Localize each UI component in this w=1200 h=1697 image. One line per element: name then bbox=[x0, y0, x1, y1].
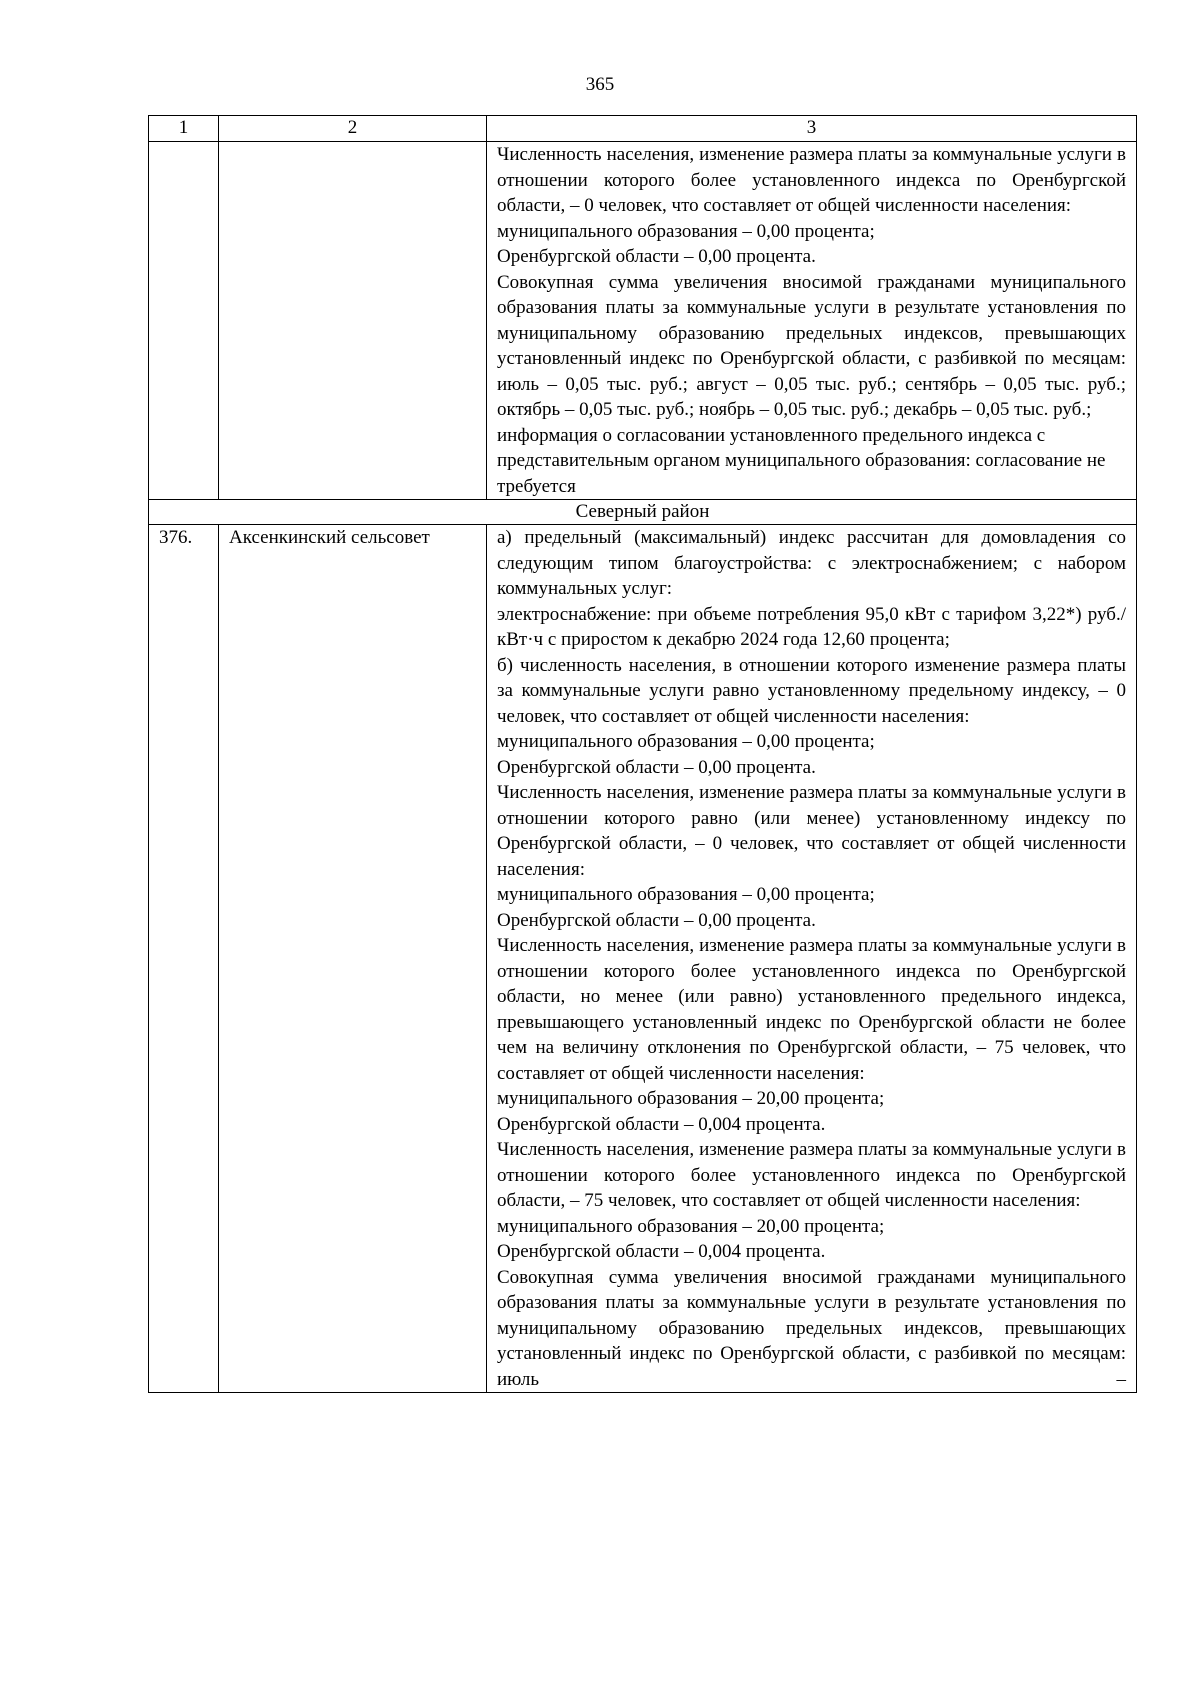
row-description-cell bbox=[487, 142, 1137, 500]
row-number: 376. bbox=[149, 525, 219, 1393]
page-number: 365 bbox=[585, 74, 615, 95]
description-paragraph: муниципального образования – 20,00 процента; bbox=[497, 1215, 885, 1237]
column-header-2: 2 bbox=[219, 116, 487, 142]
description-paragraph: муниципального образования – 0,00 процента; bbox=[497, 884, 875, 905]
description-paragraph: Оренбургской области – 0,004 процента. bbox=[497, 1241, 826, 1262]
description-paragraph: а) предельный (максимальный) индекс рассчитан для домовладения со следующим типом благоустройства: с электроснабжением; с набором коммунальных услуг: bbox=[497, 527, 1126, 599]
description-paragraph: Численность населения, изменение размера платы за коммунальные услуги в отношении которого равно (или менее) установленному индексу по Оренбургской области, – 0 человек, что составляет от общей численности населения: bbox=[497, 782, 1126, 880]
table-row-continued bbox=[149, 142, 1137, 500]
row-number-cell-empty bbox=[149, 142, 219, 500]
table-header-row bbox=[149, 116, 1137, 142]
description-paragraph: Оренбургской области – 0,00 процента. bbox=[497, 909, 816, 931]
region-title: Северный район bbox=[149, 500, 1137, 525]
description-paragraph: Совокупная сумма увеличения вносимой гражданами муниципального образования платы за коммунальные услуги в результате установления по муниципальному образованию предельных индексов, превышающих установленный индекс по Оренбургской области, с разбивкой по месяцам: июль – bbox=[497, 1266, 1126, 1390]
description-paragraph: б) численность населения, в отношении которого изменение размера платы за коммунальные услуги равно установленному предельному индексу, – 0 человек, что составляет от общей численности населения: bbox=[497, 654, 1126, 727]
region-row bbox=[149, 500, 1137, 525]
description-paragraph: Оренбургской области – 0,004 процента. bbox=[497, 1113, 826, 1135]
description-paragraph: муниципального образования – 0,00 процента; bbox=[497, 220, 875, 242]
column-header-1: 1 bbox=[149, 116, 219, 142]
description-paragraph: информация о согласовании установленного предельного индекса с представительным органом муниципального образования: согласование не требуется bbox=[497, 424, 1106, 497]
description-paragraph: Численность населения, изменение размера платы за коммунальные услуги в отношении которого более установленного индекса по Оренбургской области, – 75 человек, что составляет от общей численности населения: bbox=[497, 1139, 1126, 1211]
row-name-cell-empty bbox=[219, 142, 487, 500]
description-paragraph: электроснабжение: при объеме потребления 95,0 кВт с тарифом 3,22*) руб./кВт·ч с приростом к декабрю 2024 года 12,60 процента; bbox=[497, 603, 1126, 650]
description-paragraph: Оренбургской области – 0,00 процента. bbox=[497, 246, 816, 267]
description-paragraph: Численность населения, изменение размера платы за коммунальные услуги в отношении которого более установленного индекса по Оренбургской области, но менее (или равно) установленного предельного индекса, превышающего установленный индекс по Оренбургской области не более чем на величину отклонения по Оренбургской области, – 75 человек, что составляет от общей численности населения: bbox=[497, 935, 1126, 1084]
description-paragraph: Оренбургской области – 0,00 процента. bbox=[497, 756, 816, 778]
index-table bbox=[148, 115, 1137, 1393]
description-paragraph: муниципального образования – 0,00 процента; bbox=[497, 731, 875, 752]
table-row bbox=[149, 525, 1137, 1393]
description-paragraph: муниципального образования – 20,00 процента; bbox=[497, 1088, 885, 1109]
row-name: Аксенкинский сельсовет bbox=[219, 525, 487, 1393]
row-description-cell bbox=[487, 525, 1137, 1393]
column-header-3: 3 bbox=[487, 116, 1137, 142]
description-paragraph: Совокупная сумма увеличения вносимой гражданами муниципального образования платы за коммунальные услуги в результате установления по муниципальному образованию предельных индексов, превышающих установленный индекс по Оренбургской области, с разбивкой по месяцам: июль – 0,05 тыс. руб.; август – 0,05 тыс. руб.; сентябрь – 0,05 тыс. руб.; октябрь – 0,05 тыс. руб.; ноябрь – 0,05 тыс. руб.; декабрь – 0,05 тыс. руб.; bbox=[497, 271, 1126, 420]
description-paragraph: Численность населения, изменение размера платы за коммунальные услуги в отношении которого более установленного индекса по Оренбургской области, – 0 человек, что составляет от общей численности населения: bbox=[497, 144, 1126, 216]
